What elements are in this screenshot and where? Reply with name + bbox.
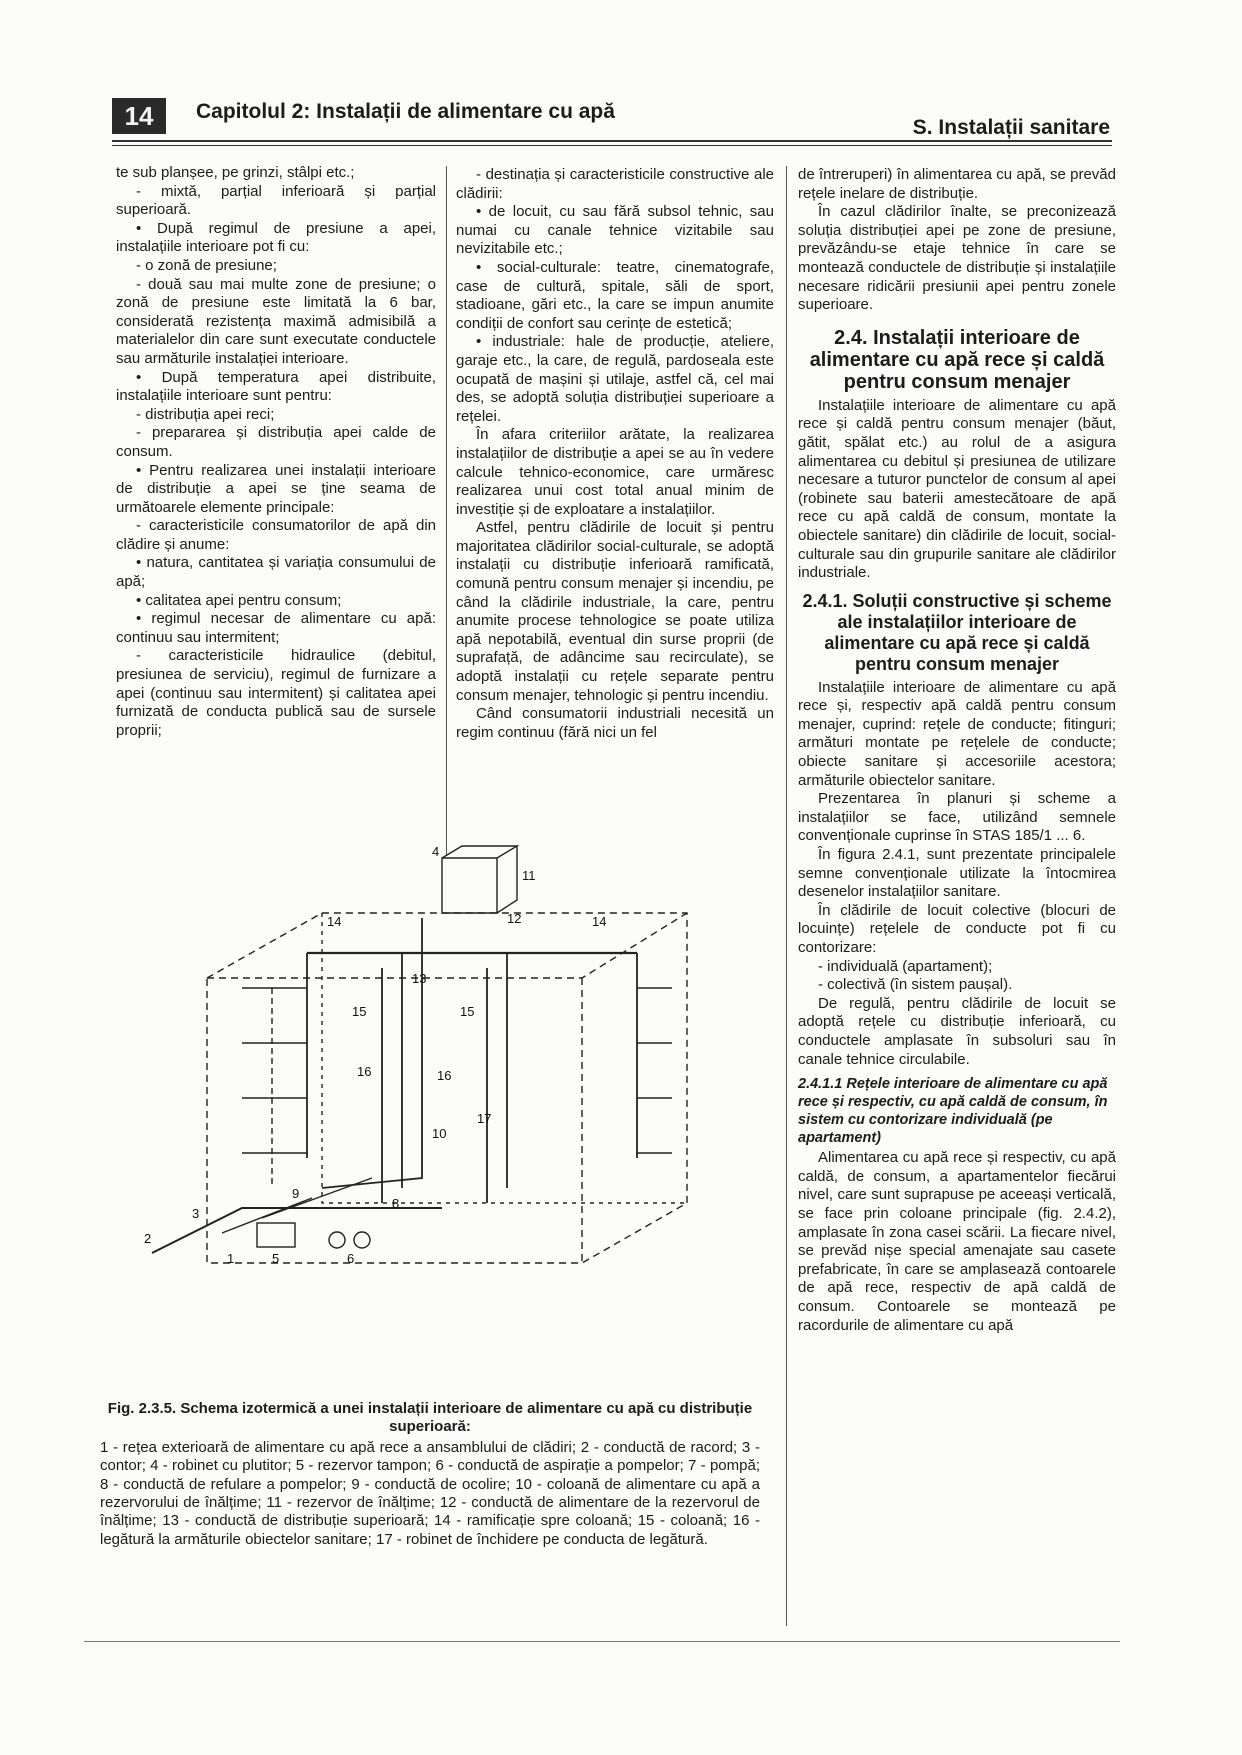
paragraph: • natura, cantitatea și variația consumului de apă;: [116, 554, 436, 591]
label-11: 11: [522, 868, 536, 883]
building-top-edge: [207, 913, 687, 978]
label-6: 6: [347, 1251, 355, 1266]
label-9: 9: [292, 1186, 300, 1201]
paragraph: • Pentru realizarea unei instalații interioare de distribuție a apei se ține seama de următoarele elemente principale:: [116, 461, 436, 516]
feed-column-10: [322, 918, 422, 1188]
paragraph: - două sau mai multe zone de presiune; o zonă de presiune este limitată la 6 bar, considerată rezistența maximă admisibilă a materialelor din care sunt executate conductele sau armăturile instalației interioare.: [116, 275, 436, 367]
label-8: 8: [392, 1196, 400, 1211]
paragraph: - prepararea și distribuția apei calde de consum.: [116, 424, 436, 460]
branch-pipes-right: [637, 988, 672, 1153]
figure-isometric-scheme: [112, 844, 760, 1396]
label-17: 17: [477, 1111, 492, 1126]
paragraph: Instalațiile interioare de alimentare cu apă rece și caldă pentru consum menajer (băut, gătit, spălat etc.) au rolul de a asigura alimentarea cu debitul și presiunea de utilizare necesare a tuturor punctelor de consum al apei (robinete sau baterii amestecătoare de apă rece cu apă caldă de consum, montate la obiectele sanitare) din clădirile de locuit, social-culturale sau din grupurile sanitare ale clădirilor industriale.: [798, 396, 1116, 582]
label-16: 16: [437, 1068, 452, 1083]
caption-title: Fig. 2.3.5. Schema izotermică a unei instalații interioare de alimentare cu apă cu distribuție superioară:: [107, 1400, 753, 1436]
paragraph: • industriale: hale de producție, ateliere, garaje etc., la care, de regulă, pardoseala este ocupată de mașini și utilaje, astfel că, cel mai des, se adoptă soluția distribuției superioare a rețelei.: [456, 333, 774, 425]
paragraph: Astfel, pentru clădirile de locuit și pentru majoritatea clădirilor social-culturale, se adoptă instalații cu distribuție inferioară ramificată, comună pentru consum menajer și incendiu, pe când la clădirile industriale, la care, pentru anumite procese tehnologice se poate utiliza apă nepotabilă, eventual din surse proprii (de suprafață, de adâncime sau recirculate), se adoptă instalații cu rețele separate pentru consum menajer, tehnologic și pentru incendiu.: [456, 519, 774, 704]
paragraph: de întreruperi) în alimentarea cu apă, se prevăd rețele inelare de distribuție.: [798, 166, 1116, 202]
paragraph: • social-culturale: teatre, cinematografe, case de cultură, spitale, săli de sport, stadioane, gări etc., la care se impun anumite condiții de confort sau cerințe de estetică;: [456, 258, 774, 332]
riser-15-a: [382, 953, 402, 1203]
paragraph: Prezentarea în planuri și scheme a instalațiilor se face, utilizând semnele convenționale cuprinse în STAS 185/1 ... 6.: [798, 790, 1116, 845]
paragraph: • regimul necesar de alimentare cu apă: continuu sau intermitent;: [116, 610, 436, 646]
label-5: 5: [272, 1251, 280, 1266]
section-title: 2.4. Instalații interioare de alimentare cu apă rece și caldă pentru consum menajer: [809, 326, 1105, 393]
paragraph: • După regimul de presiune a apei, instalațiile interioare pot fi cu:: [116, 219, 436, 256]
book-title: S. Instalații sanitare: [912, 116, 1110, 139]
riser-15-b: [487, 953, 507, 1203]
figure-caption: [100, 1400, 760, 1549]
tank-front: [442, 858, 497, 913]
pump-symbol: [354, 1232, 370, 1248]
page-number: 14: [112, 98, 166, 134]
label-12: 12: [507, 911, 522, 926]
building-back-edge: [322, 913, 687, 1203]
branch-pipes-left: [242, 988, 307, 1153]
label-15: 15: [352, 1004, 367, 1019]
column-1: [116, 164, 436, 740]
subsection-title: 2.4.1. Soluții constructive și scheme ale instalațiilor interioare de alimentare cu apă rece și caldă pentru consum menajer: [802, 590, 1112, 674]
label-1: 1: [227, 1251, 235, 1266]
label-15: 15: [460, 1004, 475, 1019]
label-16: 16: [357, 1064, 372, 1079]
paragraph: • calitatea apei pentru consum;: [136, 591, 342, 609]
riser-outer: [307, 953, 637, 1158]
paragraph: În afara criteriilor arătate, la realizarea instalațiilor de distribuție a apei se au în vedere calcule tehnico-economice, care urmăresc realizarea unui cost total anual minim de investiție și de exploatare a instalațiilor.: [456, 426, 774, 518]
caption-text: 1 - rețea exterioară de alimentare cu apă rece a ansamblului de clădiri; 2 - conductă de racord; 3 - contor; 4 - robinet cu plutitor; 5 - rezervor tampon; 6 - conductă de aspirație a pompelor; 7 - pompă; 8 - conductă de refulare a pompelor; 9 - conductă de ocolire; 10 - coloană de alimentare cu apă a rezervorului de înălțime; 11 - rezervor de înălțime; 12 - conductă de alimentare de la rezervorul de înălțime; 13 - conductă de distribuție superioară; 14 - ramificație spre coloană; 15 - coloană; 16 - legătură la armăturile obiectelor sanitare; 17 - robinet de închidere pe conducta de legătură.: [100, 1438, 760, 1548]
paragraph: În figura 2.4.1, sunt prezentate principalele semne convenționale utilizate la întocmirea desenelor instalațiilor sanitare.: [798, 846, 1116, 901]
label-10: 10: [432, 1126, 447, 1141]
paragraph: De regulă, pentru clădirile de locuit se adoptă rețele cu distribuție inferioară, cu conductele amplasate în subsoluri sau în canale tehnice circulabile.: [798, 994, 1116, 1068]
paragraph: Instalațiile interioare de alimentare cu apă rece și, respectiv apă caldă pentru consum menajer, cuprind: rețele de conducte; fitinguri; armături montate pe rețelele de conducte; obiecte sanitare și accesoriile acestora; armăturile obiectelor sanitare.: [798, 678, 1116, 789]
paragraph: - caracteristicile consumatorilor de apă din clădire și anume:: [116, 517, 436, 553]
paragraph: • După temperatura apei distribuite, instalațiile interioare sunt pentru:: [116, 368, 436, 405]
paragraph: • de locuit, cu sau fără subsol tehnic, sau numai cu canale tehnice vizitabile sau nevizitabile etc.;: [456, 203, 774, 258]
paragraph: - caracteristicile hidraulice (debitul, presiunea de serviciu), regimul de furnizare a apei (continuu sau intermitent) și calitatea apei furnizată de conducta publică sau de sursele proprii;: [116, 647, 436, 739]
paragraph: - mixtă, parțial inferioară și parțial superioară.: [116, 182, 436, 219]
paragraph: - individuală (apartament);: [818, 957, 993, 975]
paragraph: - destinația și caracteristicile constructive ale clădirii:: [456, 166, 774, 202]
water-meter-box: [257, 1223, 295, 1247]
subsubsection-title: 2.4.1.1 Rețele interioare de alimentare cu apă rece și respectiv, cu apă caldă de consum, în sistem cu contorizare individuală (pe apartament): [798, 1076, 1108, 1147]
header-rule: [112, 140, 1112, 142]
paragraph: te sub planșee, pe grinzi, stâlpi etc.;: [116, 164, 355, 181]
chapter-title: Capitolul 2: Instalații de alimentare cu apă: [196, 100, 615, 123]
column-divider: [446, 166, 447, 856]
pump-symbol: [329, 1232, 345, 1248]
label-13: 13: [412, 971, 427, 986]
label-14: 14: [592, 914, 607, 929]
label-4: 4: [432, 844, 440, 859]
column-divider: [786, 166, 787, 1626]
paragraph: Alimentarea cu apă rece și respectiv, cu apă caldă, de consum, a apartamentelor fiecărui nivel, care sunt suprapuse pe aceeași verticală, se face prin coloane principale (fig. 2.4.2), amplasate în zona casei scării. La fiecare nivel, se prevăd nișe special amenajate sau casete prefabricate, în care se amplasează contoarele de apă rece, respectiv de apă caldă de consum. Contoarele se montează pe racordurile de alimentare cu apă: [798, 1149, 1116, 1334]
paragraph: - distribuția apei reci;: [136, 405, 275, 423]
column-2: [456, 166, 774, 742]
paragraph: - colectivă (în sistem paușal).: [818, 976, 1013, 994]
paragraph: În clădirile de locuit colective (blocuri de locuințe) rețelele de conducte pot fi cu contorizare:: [798, 901, 1116, 956]
scheme-drawing: [112, 844, 760, 1396]
paragraph: În cazul clădirilor înalte, se preconizează soluția distribuției apei pe zone de presiune, prevăzându-se etaje tehnice în care se montează conductele de distribuție și instalațiile necesare ridicării presiunii apei pentru zonele superioare.: [798, 203, 1116, 314]
tank-side: [442, 846, 517, 913]
label-14: 14: [327, 914, 342, 929]
paragraph: Când consumatorii industriali necesită un regim continuu (fără nici un fel: [456, 705, 774, 741]
footer-rule: [84, 1641, 1120, 1642]
header-rule-thin: [112, 145, 1112, 146]
column-3: [798, 166, 1116, 1335]
label-3: 3: [192, 1206, 200, 1221]
label-2: 2: [144, 1231, 152, 1246]
paragraph: - o zonă de presiune;: [136, 256, 277, 274]
